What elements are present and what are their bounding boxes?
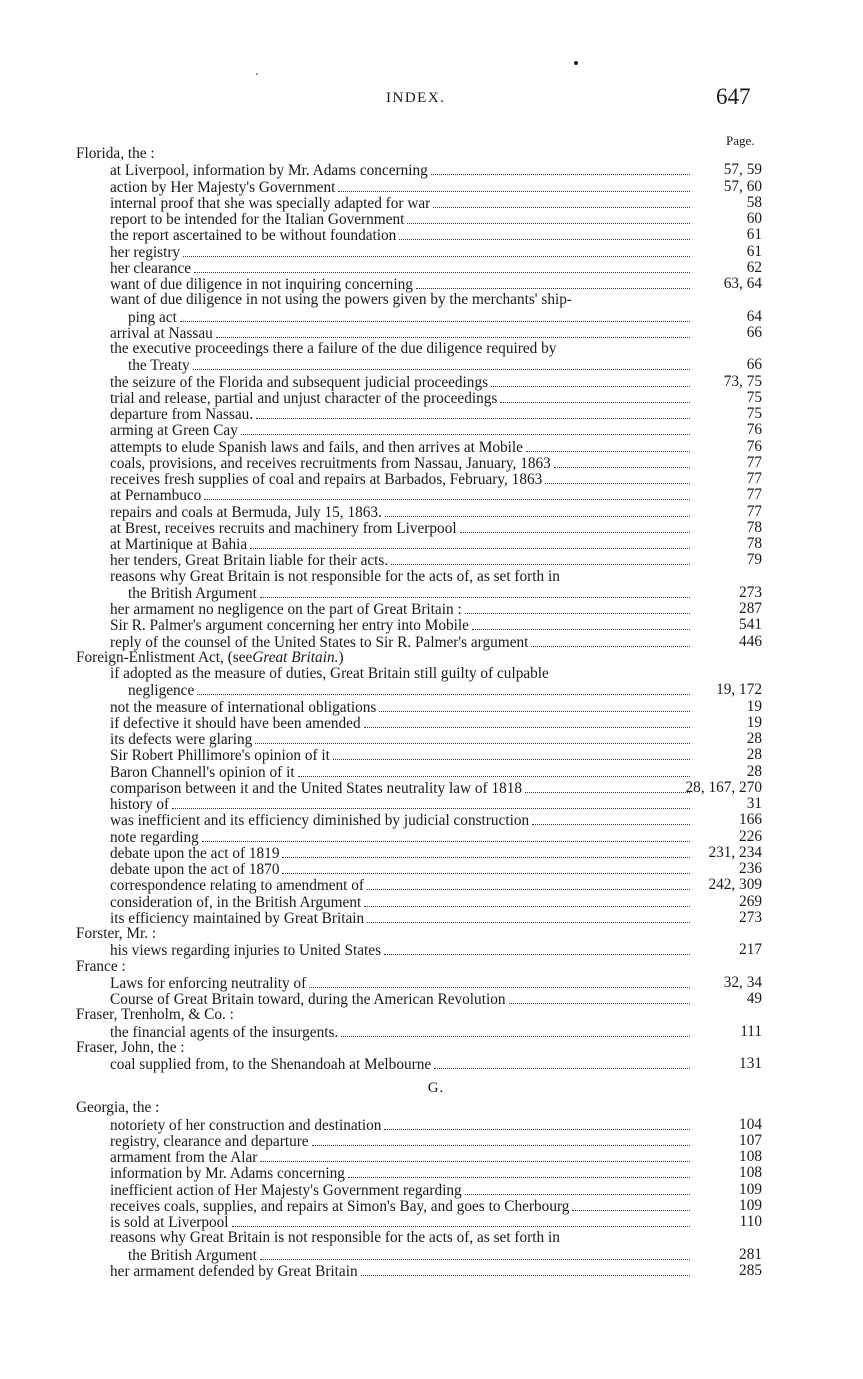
index-heading bbox=[76, 1040, 766, 1056]
index-entry bbox=[76, 1198, 766, 1214]
index-entry bbox=[76, 1056, 766, 1072]
dot-leader bbox=[255, 731, 690, 744]
ink-speck bbox=[574, 61, 578, 65]
page-reference: 73, 75 bbox=[723, 372, 762, 390]
index-entry bbox=[76, 422, 766, 438]
entry-text: repairs and coals at Bermuda, July 15, 1863. bbox=[110, 503, 382, 521]
index-entry bbox=[76, 715, 766, 731]
entry-text: reasons why Great Britain is not responsible for the acts of, as set forth in bbox=[110, 1229, 560, 1247]
page-reference: 109 bbox=[739, 1180, 762, 1198]
dot-leader bbox=[500, 390, 690, 403]
entry-text: the executive proceedings there a failure of the due diligence required by bbox=[110, 340, 557, 357]
entry-text: was inefficient and its efficiency diminished by judicial construction bbox=[110, 812, 530, 830]
entry-text: want of due diligence in not inquiring concerning bbox=[110, 276, 413, 293]
entry-text: reasons why Great Britain is not responsible for the acts of, as set forth in bbox=[110, 567, 560, 585]
dot-leader bbox=[216, 325, 690, 338]
page-reference: 75 bbox=[746, 405, 762, 422]
dot-leader bbox=[241, 422, 690, 435]
index-entry bbox=[76, 471, 766, 487]
entry-text: note regarding bbox=[110, 828, 199, 846]
dot-leader bbox=[193, 357, 690, 370]
index-entry bbox=[76, 374, 766, 390]
page-reference: 78 bbox=[746, 535, 762, 552]
page-reference: 31 bbox=[746, 795, 762, 812]
entry-text: her registry bbox=[110, 243, 181, 261]
dot-leader bbox=[282, 845, 690, 858]
page-reference: 60 bbox=[746, 210, 762, 227]
entry-text: at Brest, receives recruits and machinery from Liverpool bbox=[110, 519, 457, 537]
page-reference: 226 bbox=[739, 827, 762, 845]
index-entry bbox=[76, 406, 766, 422]
entry-text: Georgia, the : bbox=[76, 1099, 160, 1117]
page-reference: 19, 172 bbox=[716, 681, 762, 699]
entry-text: Florida, the : bbox=[76, 145, 155, 162]
entry-text: Sir Robert Phillimore's opinion of it bbox=[110, 747, 330, 765]
dot-leader bbox=[526, 439, 690, 452]
dot-leader bbox=[367, 910, 690, 923]
entry-text-tail: ) bbox=[338, 648, 344, 666]
page-reference: 541 bbox=[739, 616, 762, 634]
entry-text: Fraser, Trenholm, & Co. : bbox=[76, 1006, 234, 1024]
index-entry bbox=[76, 617, 766, 633]
entry-text: its efficiency maintained by Great Britain bbox=[110, 909, 365, 927]
entry-text: arrival at Nassau bbox=[110, 324, 213, 342]
dot-leader bbox=[298, 764, 690, 777]
entry-text: comparison between it and the United States neutrality law of 1818 bbox=[110, 779, 523, 797]
index-entry bbox=[76, 1214, 766, 1230]
entry-text: departure from Nassau. bbox=[110, 406, 254, 423]
index-entry bbox=[76, 682, 766, 698]
page-reference: 281 bbox=[739, 1245, 762, 1263]
page-reference: 108 bbox=[739, 1164, 762, 1182]
entry-text: want of due diligence in not using the powers given by the merchants' ship- bbox=[110, 291, 572, 309]
index-entry bbox=[76, 942, 766, 958]
entry-text: inefficient action of Her Majesty's Government regarding bbox=[110, 1181, 462, 1199]
index-entry bbox=[76, 195, 766, 211]
entry-text: negligence bbox=[128, 682, 195, 700]
page-reference: 285 bbox=[739, 1261, 762, 1279]
index-heading bbox=[76, 1007, 766, 1023]
index-heading bbox=[76, 1100, 766, 1116]
page-reference: 273 bbox=[739, 583, 762, 601]
index-list bbox=[76, 146, 766, 1279]
page-reference: 49 bbox=[746, 990, 762, 1007]
entry-text: at Liverpool, information by Mr. Adams concerning bbox=[110, 162, 428, 180]
entry-text: the financial agents of the insurgents. bbox=[110, 1023, 339, 1041]
page-reference: 107 bbox=[739, 1131, 762, 1149]
entry-text: Baron Channell's opinion of it bbox=[110, 763, 295, 781]
entry-text: Sir R. Palmer's argument concerning her entry into Mobile bbox=[110, 617, 469, 635]
entry-text: at Martinique at Bahia bbox=[110, 536, 248, 553]
page-reference: 111 bbox=[740, 1022, 762, 1040]
page-reference: 77 bbox=[746, 486, 762, 504]
page-reference: 217 bbox=[739, 941, 762, 959]
page-reference: 64 bbox=[746, 307, 762, 325]
page-reference: 273 bbox=[739, 908, 762, 926]
page-reference: 19 bbox=[746, 713, 762, 731]
page-reference: 76 bbox=[746, 421, 762, 439]
page-reference: 79 bbox=[746, 551, 762, 569]
dot-leader bbox=[256, 406, 690, 419]
dot-leader bbox=[232, 1214, 690, 1227]
entry-text: the Treaty bbox=[128, 357, 190, 375]
dot-leader bbox=[183, 244, 690, 257]
dot-leader bbox=[309, 975, 690, 988]
index-entry bbox=[76, 260, 766, 276]
index-entry bbox=[76, 812, 766, 828]
dot-leader bbox=[465, 601, 690, 614]
entry-text: his views regarding injuries to United States bbox=[110, 942, 382, 960]
entry-text: report to be intended for the Italian Government bbox=[110, 211, 405, 228]
page-reference: 63, 64 bbox=[723, 275, 762, 292]
page-reference: 32, 34 bbox=[723, 973, 762, 991]
index-entry bbox=[76, 179, 766, 195]
dot-leader bbox=[333, 747, 690, 760]
section-letter: G. bbox=[427, 1080, 445, 1097]
index-entry bbox=[76, 439, 766, 455]
index-heading bbox=[76, 650, 766, 666]
dot-leader bbox=[416, 276, 690, 289]
dot-leader bbox=[338, 179, 690, 192]
entry-text: not the measure of international obligations bbox=[110, 698, 377, 716]
page-reference: 104 bbox=[739, 1115, 762, 1133]
page-reference: 19 bbox=[746, 697, 762, 715]
entry-text: internal proof that she was specially adapted for war bbox=[110, 194, 431, 212]
entry-text: at Pernambuco bbox=[110, 487, 202, 505]
dot-leader bbox=[384, 942, 690, 955]
index-entry bbox=[76, 845, 766, 861]
page-reference: 269 bbox=[739, 892, 762, 910]
dot-leader bbox=[260, 1247, 690, 1260]
index-entry bbox=[76, 1133, 766, 1149]
index-entry bbox=[76, 829, 766, 845]
dot-leader bbox=[364, 715, 690, 728]
index-entry bbox=[76, 796, 766, 812]
entry-text: notoriety of her construction and destination bbox=[110, 1116, 382, 1134]
entry-text: coals, provisions, and receives recruitments from Nassau, January, 1863 bbox=[110, 454, 551, 472]
index-entry bbox=[76, 1230, 766, 1246]
entry-text: her clearance bbox=[110, 259, 192, 277]
page-reference: 61 bbox=[746, 242, 762, 260]
entry-text: history of bbox=[110, 796, 170, 813]
running-head bbox=[0, 84, 863, 114]
index-entry bbox=[76, 585, 766, 601]
page-reference: 108 bbox=[739, 1148, 762, 1165]
index-entry bbox=[76, 520, 766, 536]
page-reference: 75 bbox=[746, 388, 762, 406]
entry-text: Course of Great Britain toward, during the American Revolution bbox=[110, 991, 506, 1008]
entry-text: debate upon the act of 1819 bbox=[110, 844, 280, 862]
index-entry bbox=[76, 487, 766, 503]
index-entry bbox=[76, 341, 766, 357]
entry-text: correspondence relating to amendment of bbox=[110, 877, 364, 895]
entry-text: the seizure of the Florida and subsequent judicial proceedings bbox=[110, 373, 489, 391]
index-entry bbox=[76, 276, 766, 292]
page-reference: 131 bbox=[739, 1055, 762, 1072]
entry-text: debate upon the act of 1870 bbox=[110, 861, 280, 878]
dot-leader bbox=[384, 1117, 690, 1130]
index-entry bbox=[76, 975, 766, 991]
dot-leader bbox=[407, 211, 690, 224]
index-entry bbox=[76, 390, 766, 406]
entry-text: information by Mr. Adams concerning bbox=[110, 1165, 345, 1183]
dot-leader bbox=[472, 617, 690, 630]
dot-leader bbox=[391, 552, 690, 565]
entry-text: receives coals, supplies, and repairs at Simon's Bay, and goes to Cherbourg bbox=[110, 1197, 570, 1215]
index-entry bbox=[76, 731, 766, 747]
dot-leader bbox=[379, 699, 690, 712]
entry-text: its defects were glaring bbox=[110, 731, 253, 748]
dot-leader bbox=[532, 812, 690, 825]
index-heading bbox=[76, 146, 766, 162]
page-reference: 57, 59 bbox=[723, 161, 762, 179]
dot-leader bbox=[172, 796, 690, 809]
dot-leader bbox=[545, 471, 690, 484]
index-entry bbox=[76, 162, 766, 178]
index-entry bbox=[76, 991, 766, 1007]
page-reference: 446 bbox=[739, 632, 762, 650]
dot-leader bbox=[341, 1024, 690, 1037]
index-entry bbox=[76, 569, 766, 585]
dot-leader bbox=[433, 195, 690, 208]
entry-text: action by Her Majesty's Government bbox=[110, 178, 336, 196]
index-entry bbox=[76, 552, 766, 568]
index-entry bbox=[76, 780, 766, 796]
entry-text: Fraser, John, the : bbox=[76, 1038, 185, 1056]
index-entry bbox=[76, 325, 766, 341]
dot-leader bbox=[260, 585, 690, 598]
dot-leader bbox=[348, 1165, 690, 1178]
entry-text: the British Argument bbox=[128, 584, 257, 602]
index-entry bbox=[76, 1024, 766, 1040]
entry-text: Laws for enforcing neutrality of bbox=[110, 974, 307, 992]
page-reference: 66 bbox=[746, 323, 762, 341]
dot-leader bbox=[399, 227, 690, 240]
dot-leader bbox=[180, 309, 690, 322]
entry-text: the British Argument bbox=[128, 1246, 257, 1264]
index-entry bbox=[76, 504, 766, 520]
dot-leader bbox=[465, 1182, 690, 1195]
index-entry bbox=[76, 666, 766, 682]
page-reference: 28, 167, 270 bbox=[685, 778, 762, 796]
entry-cross-reference: Great Britain. bbox=[252, 648, 339, 666]
dot-leader bbox=[385, 504, 690, 517]
index-entry bbox=[76, 1182, 766, 1198]
dot-leader bbox=[367, 877, 690, 890]
page-reference: 77 bbox=[746, 453, 762, 471]
index-entry bbox=[76, 357, 766, 373]
index-entry bbox=[76, 244, 766, 260]
page-reference: 78 bbox=[746, 518, 762, 536]
index-entry bbox=[76, 536, 766, 552]
entry-text: if adopted as the measure of duties, Great Britain still guilty of culpable bbox=[110, 665, 549, 682]
index-entry bbox=[76, 747, 766, 763]
entry-text: ping act bbox=[128, 308, 177, 326]
dot-leader bbox=[260, 1149, 690, 1162]
entry-text: if defective it should have been amended bbox=[110, 714, 361, 732]
entry-text: is sold at Liverpool bbox=[110, 1214, 229, 1231]
dot-leader bbox=[431, 162, 690, 175]
entry-text: her tenders, Great Britain liable for their acts. bbox=[110, 552, 389, 570]
page-reference: 57, 60 bbox=[723, 177, 762, 195]
page-reference: 77 bbox=[746, 470, 762, 487]
index-entry bbox=[76, 601, 766, 617]
entry-text: France : bbox=[76, 957, 126, 975]
index-entry bbox=[76, 309, 766, 325]
page-reference: 231, 234 bbox=[708, 843, 762, 861]
index-entry bbox=[76, 1247, 766, 1263]
index-entry bbox=[76, 634, 766, 650]
dot-leader bbox=[204, 487, 690, 500]
entry-text: arming at Green Cay bbox=[110, 422, 238, 440]
dot-leader bbox=[197, 682, 690, 695]
page-reference: 66 bbox=[746, 356, 762, 374]
page-reference: 61 bbox=[746, 226, 762, 244]
entry-text: reply of the counsel of the United States to Sir R. Palmer's argument bbox=[110, 633, 529, 651]
dot-leader bbox=[250, 536, 690, 549]
dot-leader bbox=[460, 520, 690, 533]
entry-text: consideration of, in the British Argument bbox=[110, 893, 362, 911]
dot-leader bbox=[282, 861, 690, 874]
dot-leader bbox=[572, 1198, 690, 1211]
entry-text: trial and release, partial and unjust character of the proceedings bbox=[110, 389, 498, 407]
ink-speck bbox=[256, 73, 258, 75]
dot-leader bbox=[509, 991, 690, 1004]
dot-leader bbox=[554, 455, 690, 468]
page-reference: 28 bbox=[746, 746, 762, 764]
entry-text: her armament no negligence on the part of Great Britain : bbox=[110, 601, 462, 618]
entry-text: Forster, Mr. : bbox=[76, 925, 157, 942]
index-entry bbox=[76, 1149, 766, 1165]
page-reference: 58 bbox=[746, 193, 762, 211]
running-title: INDEX. bbox=[386, 90, 446, 106]
index-entry bbox=[76, 227, 766, 243]
page-reference: 77 bbox=[746, 502, 762, 520]
entry-text: receives fresh supplies of coal and repairs at Barbados, February, 1863 bbox=[110, 471, 543, 488]
dot-leader bbox=[434, 1056, 690, 1069]
index-entry bbox=[76, 861, 766, 877]
page-reference: 28 bbox=[746, 730, 762, 747]
entry-text: armament from the Alar bbox=[110, 1149, 258, 1166]
dot-leader bbox=[525, 780, 690, 793]
index-entry bbox=[76, 764, 766, 780]
index-entry bbox=[76, 699, 766, 715]
dot-leader bbox=[312, 1133, 690, 1146]
index-entry bbox=[76, 292, 766, 308]
index-entry bbox=[76, 877, 766, 893]
page-reference: 28 bbox=[746, 762, 762, 780]
dot-leader bbox=[194, 260, 690, 273]
dot-leader bbox=[361, 1263, 690, 1276]
index-entry bbox=[76, 1117, 766, 1133]
index-heading bbox=[76, 959, 766, 975]
page-number: 647 bbox=[716, 84, 751, 109]
entry-text: attempts to elude Spanish laws and fails, and then arrives at Mobile bbox=[110, 438, 523, 456]
index-entry bbox=[76, 1263, 766, 1279]
index-entry bbox=[76, 1165, 766, 1181]
page-reference: 287 bbox=[739, 600, 762, 617]
page-reference: 166 bbox=[739, 811, 762, 829]
page-reference: 62 bbox=[746, 258, 762, 276]
dot-leader bbox=[202, 829, 690, 842]
page-column-label: Page. bbox=[726, 133, 755, 148]
page-reference: 242, 309 bbox=[708, 876, 762, 894]
index-entry bbox=[76, 455, 766, 471]
entry-text: the report ascertained to be without foundation bbox=[110, 227, 397, 245]
page-reference: 236 bbox=[739, 860, 762, 877]
dot-leader bbox=[364, 894, 690, 907]
index-heading bbox=[76, 926, 766, 942]
dot-leader bbox=[491, 374, 690, 387]
index-entry bbox=[76, 211, 766, 227]
dot-leader bbox=[531, 634, 690, 647]
entry-text: Foreign-Enlistment Act, (see bbox=[76, 648, 253, 666]
page-reference: 109 bbox=[739, 1196, 762, 1214]
page-reference: 110 bbox=[739, 1213, 762, 1230]
index-entry bbox=[76, 894, 766, 910]
entry-text: registry, clearance and departure bbox=[110, 1132, 309, 1150]
page-reference: 76 bbox=[746, 437, 762, 455]
index-entry bbox=[76, 910, 766, 926]
entry-text: her armament defended by Great Britain bbox=[110, 1262, 358, 1280]
entry-text: coal supplied from, to the Shenandoah at Melbourne bbox=[110, 1056, 432, 1073]
